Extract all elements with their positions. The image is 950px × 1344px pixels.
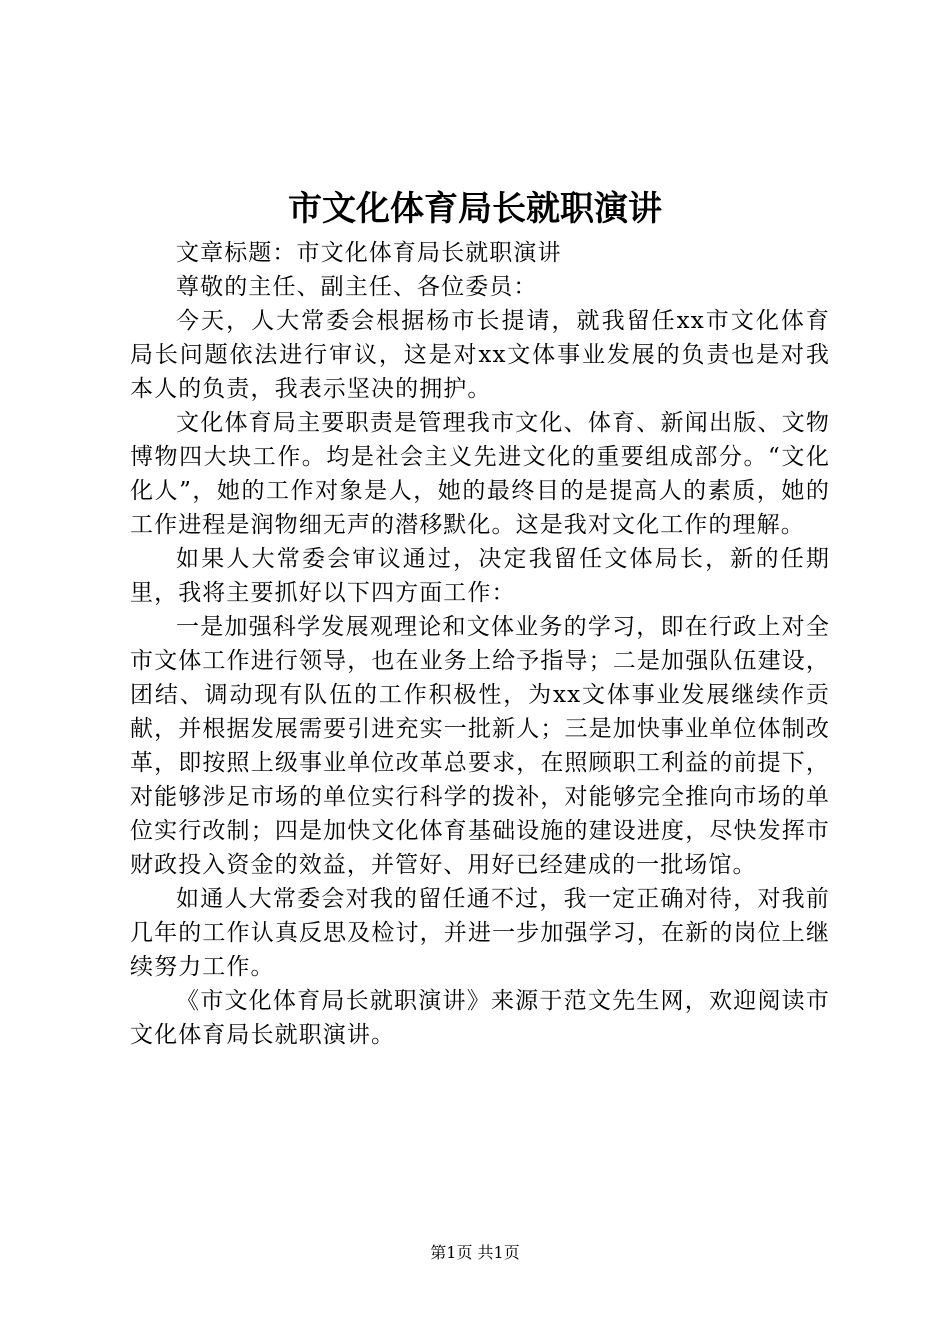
page-number-footer: 第1页 共1页 bbox=[430, 1243, 520, 1262]
paragraph-source-note: 《市文化体育局长就职演讲》来源于范文先生网，欢迎阅读市文化体育局长就职演讲。 bbox=[130, 988, 830, 1048]
paragraph-four-tasks: 一是加强科学发展观理论和文体业务的学习，即在行政上对全市文体工作进行领导，也在业务上给予指导；二是加强队伍建设，团结、调动现有队伍的工作积极性，为xx文体事业发展继续作贡献，并根据发展需要引进充实一批新人；三是加快事业单位体制改革，即按照上级事业单位改革总要求，在照顾职工利益的前提下，对能够涉足市场的单位实行科学的拨补，对能够完全推向市场的单位实行改制；四是加快文化体育基础设施的建设进度，尽快发挥市财政投入资金的效益，并管好、用好已经建成的一批场馆。 bbox=[130, 614, 830, 878]
document-title: 市文化体育局长就职演讲 bbox=[288, 189, 662, 229]
paragraph-if-not-approved: 如通人大常委会对我的留任通不过，我一定正确对待，对我前几年的工作认真反思及检讨，并进一步加强学习，在新的岗位上继续努力工作。 bbox=[130, 886, 830, 980]
document-body bbox=[130, 236, 830, 1052]
paragraph-responsibilities: 文化体育局主要职责是管理我市文化、体育、新闻出版、文物博物四大块工作。均是社会主义先进文化的重要组成部分。“文化化人”，她的工作对象是人，她的最终目的是提高人的素质，她的工作进程是润物细无声的潜移默化。这是我对文化工作的理解。 bbox=[130, 410, 830, 538]
paragraph-article-title: 文章标题：市文化体育局长就职演讲 bbox=[176, 240, 562, 266]
paragraph-plan-intro: 如果人大常委会审议通过，决定我留任文体局长，新的任期里，我将主要抓好以下四方面工作： bbox=[130, 546, 830, 606]
paragraph-salutation: 尊敬的主任、副主任、各位委员： bbox=[176, 274, 538, 300]
paragraph-opening: 今天，人大常委会根据杨市长提请，就我留任xx市文化体育局长问题依法进行审议，这是对xx文体事业发展的负责也是对我本人的负责，我表示坚决的拥护。 bbox=[130, 308, 830, 402]
